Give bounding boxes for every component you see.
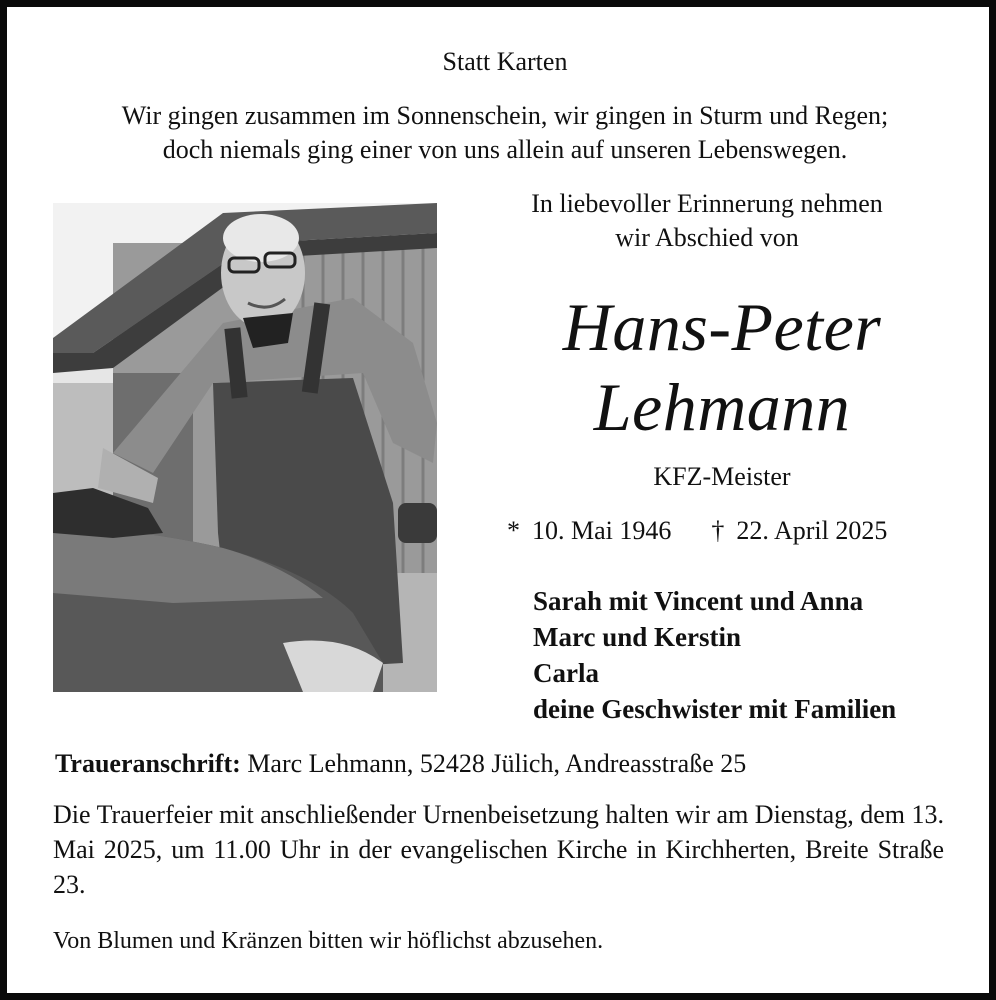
last-name: Lehmann	[593, 369, 851, 445]
mourner-line: Carla	[533, 658, 599, 688]
poem-line: Wir gingen zusammen im Sonnenschein, wir gingen in Sturm und Regen;	[121, 101, 889, 130]
life-dates	[507, 516, 887, 546]
mourning-address	[55, 749, 746, 779]
birth-symbol: *	[507, 516, 520, 545]
cross-icon: †	[711, 516, 725, 545]
poem	[7, 99, 996, 167]
flowers-request: Von Blumen und Kränzen bitten wir höflichst abzusehen.	[53, 928, 604, 954]
intro-text	[477, 187, 937, 255]
notice-heading: Statt Karten	[442, 47, 568, 76]
intro-line: In liebevoller Erinnerung nehmen	[531, 189, 883, 218]
ceremony-info: Die Trauerfeier mit anschließender Urnenbeisetzung halten wir am Dienstag, dem 13. Mai 2025, um 11.00 Uhr in der evangelischen Kirche in Kirchherten, Breite Straße 23.	[53, 800, 944, 899]
mourner-line: Sarah mit Vincent und Anna	[533, 586, 864, 616]
profession: KFZ-Meister	[653, 462, 791, 491]
mourner-line: Marc und Kerstin	[533, 622, 741, 652]
intro-line: wir Abschied von	[615, 223, 799, 252]
death-date: 22. April 2025	[736, 516, 888, 545]
address-value: Marc Lehmann, 52428 Jülich, Andreasstraße 25	[247, 749, 747, 778]
poem-line: doch niemals ging einer von uns allein auf unseren Lebenswegen.	[162, 135, 848, 164]
portrait-photo	[53, 203, 437, 692]
mourners-list	[533, 583, 896, 727]
first-name: Hans-Peter	[562, 289, 882, 365]
deceased-name	[477, 287, 967, 447]
birth-date: 10. Mai 1946	[532, 516, 672, 545]
mourner-line: deine Geschwister mit Familien	[533, 694, 897, 724]
address-label: Traueranschrift:	[55, 749, 241, 778]
